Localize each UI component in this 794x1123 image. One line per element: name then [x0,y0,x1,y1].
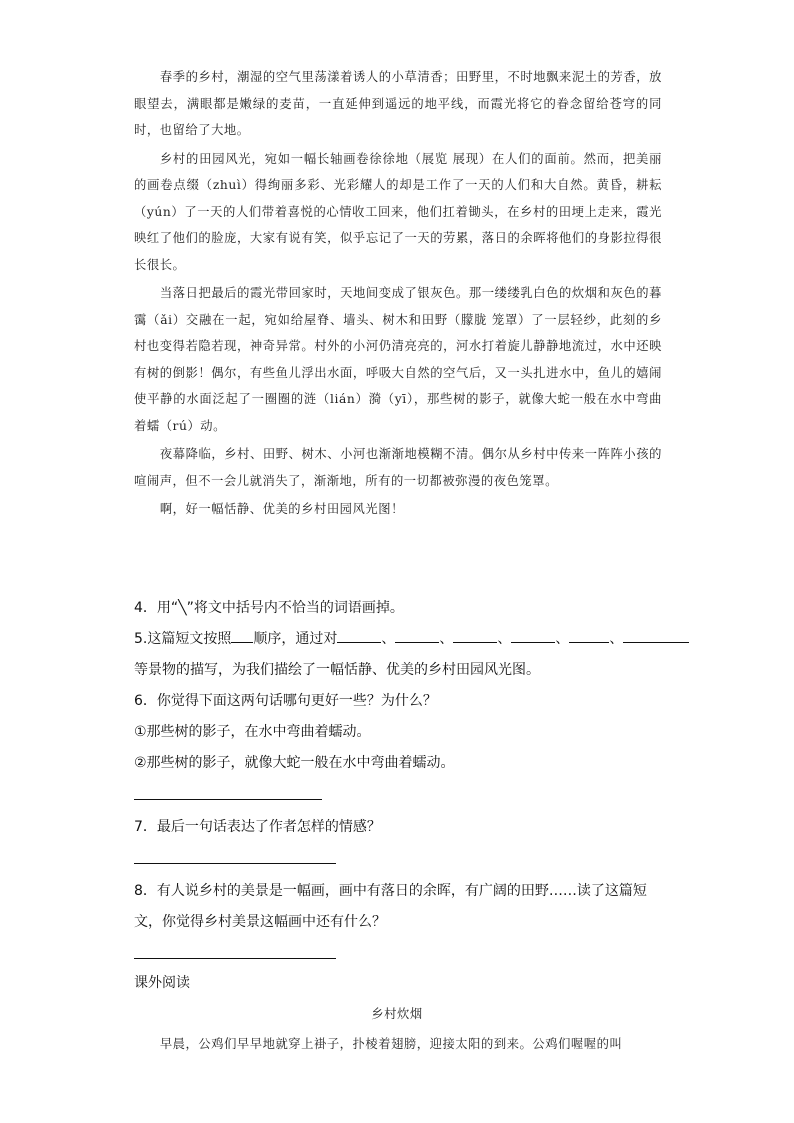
scene-blank-5[interactable] [569,627,609,643]
question-7: 7．最后一句话表达了作者怎样的情感？ [134,819,381,835]
question-8: 8．有人说乡村的美景是一幅画，画中有落日的余晖，有广阔的田野……读了这篇短文，你觉得乡村美景这幅画中还有什么？ [134,883,647,930]
extra-reading-first-line: 早晨，公鸡们早早地就穿上褂子，扑棱着翅膀，迎接太阳的到来。公鸡们喔喔的叫 [159,1037,623,1051]
question-list [134,593,674,971]
separator: 、 [381,631,396,647]
question-5-text-b: 顺序，通过对 [253,631,338,647]
answer-line-7[interactable] [134,863,336,864]
question-4: 4．用“╲”将文中括号内不恰当的词语画掉。 [134,600,404,616]
passage-paragraph-3: 当落日把最后的霞光带回家时，天地间变成了银灰色。那一缕缕乳白色的炊烟和灰色的暮霭（ǎi）交融在一起，宛如给屋脊、墙头、树木和田野（朦胧 笼罩）了一层轻纱，此刻的乡村也变得若隐若现，神奇异常。村外的小河仍清亮亮的，河水打着旋儿静静地流过，水中还映有树的倒影！偶尔，有些鱼儿浮出水面，呼吸大自然的空气后，又一头扎进水中，鱼儿的嬉闹使平静的水面泛起了一圈圈的涟（lián）漪（yī），那些树的影子，就像大蛇一般在水中弯曲着蠕（rú）动。 [134,286,662,433]
separator: 、 [497,631,512,647]
passage-paragraph-4: 夜幕降临，乡村、田野、树木、小河也渐渐地模糊不清。偶尔从乡村中传来一阵阵小孩的喧闹声，但不一会儿就消失了，渐渐地，所有的一切都被弥漫的夜色笼罩。 [134,447,662,488]
section-heading: 课外阅读 [134,975,190,991]
question-5-text-a: 5.这篇短文按照 [134,631,232,647]
separator: 、 [439,631,454,647]
separator: 、 [555,631,570,647]
answer-line-8[interactable] [134,958,336,959]
question-5 [134,624,674,655]
passage-paragraph-1: 春季的乡村，潮湿的空气里荡漾着诱人的小草清香；田野里，不时地飘来泥土的芳香，放眼望去，满眼都是嫩绿的麦苗，一直延伸到遥远的地平线，而霞光将它的眷念留给苍穹的同时，也留给了大地。 [134,70,662,137]
separator: 、 [609,631,624,647]
passage-paragraph-5: 啊，好一幅恬静、优美的乡村田园风光图！ [159,502,404,516]
passage-paragraph-2: 乡村的田园风光，宛如一幅长轴画卷徐徐地（展览 展现）在人们的面前。然而，把美丽的画卷点缀（zhuì）得绚丽多彩、光彩耀人的却是工作了一天的人们和大自然。黄昏，耕耘（yún）了一天的人们带着喜悦的心情收工回来，他们扛着锄头，在乡村的田埂上走来，霞光映红了他们的脸庞，大家有说有笑，似乎忘记了一天的劳累，落日的余晖将他们的身影拉得很长很长。 [134,151,662,272]
scene-blank-4[interactable] [511,627,555,643]
question-6: 6．你觉得下面这两句话哪句更好一些？为什么？ [134,693,437,709]
scene-blank-2[interactable] [395,627,439,643]
order-blank[interactable] [231,627,253,643]
scene-blank-1[interactable] [337,627,381,643]
reading-passage [134,64,662,523]
answer-line-6[interactable] [134,799,322,800]
extra-reading-title: 乡村炊烟 [371,1007,423,1021]
question-5-continued: 等景物的描写，为我们描绘了一幅恬静、优美的乡村田园风光图。 [134,662,540,678]
question-6-option-2: ②那些树的影子，就像大蛇一般在水中弯曲着蠕动。 [134,755,455,771]
scene-blank-3[interactable] [453,627,497,643]
question-6-option-1: ①那些树的影子，在水中弯曲着蠕动。 [134,724,371,740]
scene-blank-6[interactable] [623,627,689,643]
